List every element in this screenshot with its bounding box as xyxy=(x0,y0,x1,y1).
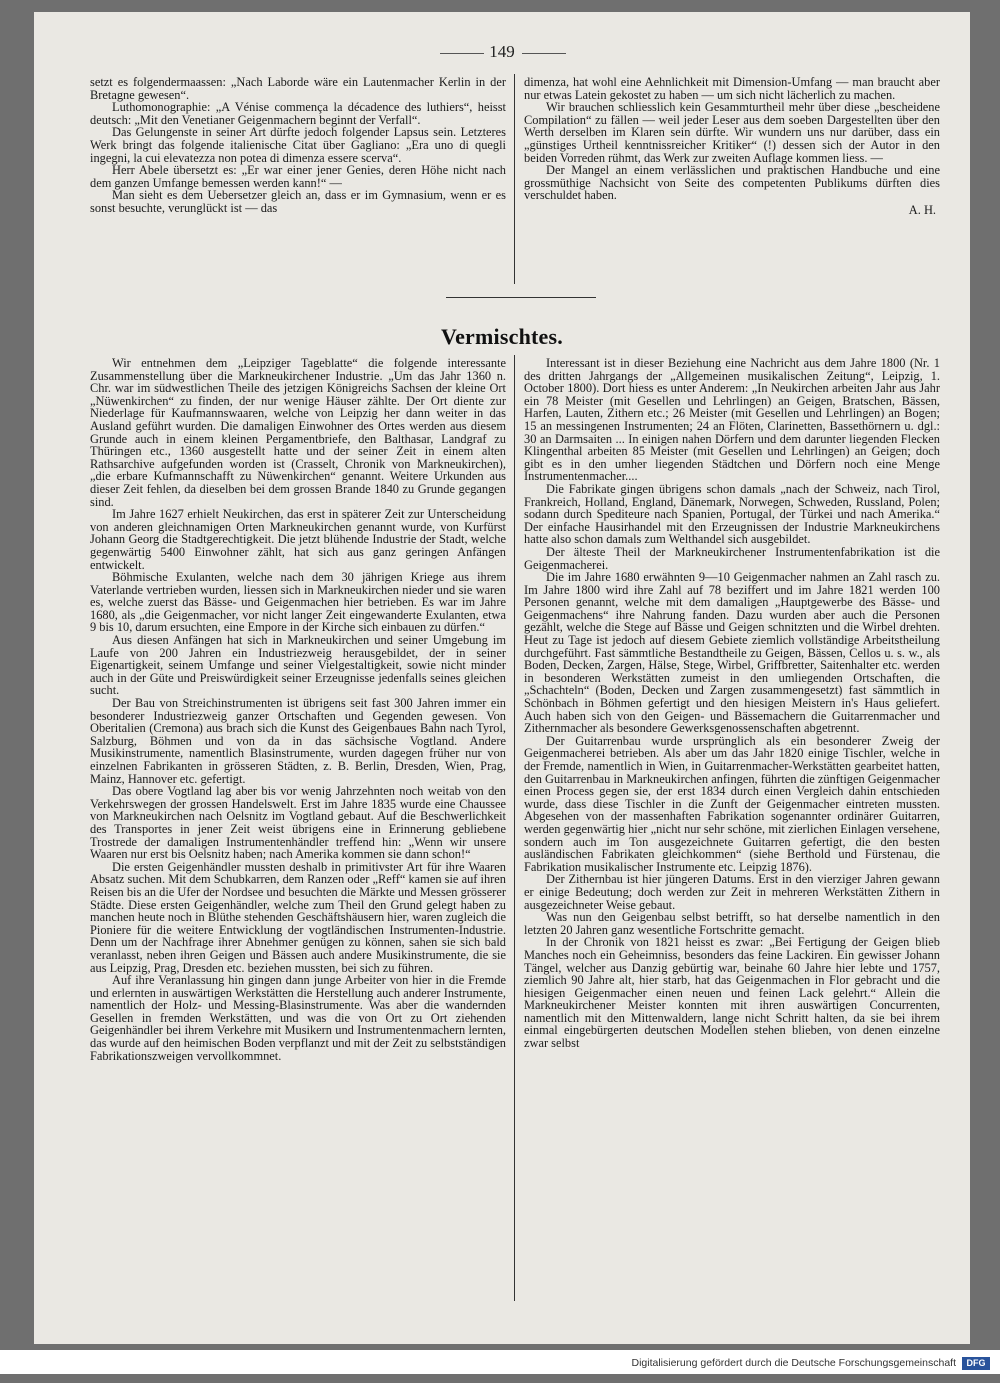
paragraph: Böhmische Exulanten, welche nach dem 30 jährigen Kriege aus ihrem Vaterlande vertrieben wurden, liessen sich in Markneukirchen nieder und sie waren es, welche zuerst das Bässe- und Geigenmachen hier betrieben. Es war im Jahre 1680, als „die Geigenmacher, vor nicht langer Zeit eingewanderte Exulanten, etwa 9 bis 10, darum ersuchten, eine Empore in der Kirche sich einbauen zu dürfen.“ xyxy=(90,570,506,635)
paragraph: In der Chronik von 1821 heisst es zwar: „Bei Fertigung der Geigen blieb Manches noch ein Geheimniss, besonders das feine Lackiren. Ein gewisser Johann Tängel, welcher aus Danzig gebürtig war, beinahe 60 Jahre hier lebte und 1757, ziemlich 90 Jahre alt, hier starb, hat das Geigenmachen in Flor gebracht und die hiesigen Geigenmacher einen neuen und feinen Lack gelehrt.“ Allein die Markneukirchener Meister konnten mit ihren auswärtigen Concurrenten, namentlich mit den Mittenwaldern, lange nicht Schritt halten, da sie bei ihrem einmal eingebürgerten deutschen Modellen stehen blieben, von denen einzelne zwar selbst xyxy=(524,935,940,1051)
paragraph: Der Mangel an einem verlässlichen und praktischen Handbuche und eine grossmüthige Nachsicht von Seite des competenten Publikums dürften dies verschuldet haben. xyxy=(524,163,940,203)
paragraph: Die im Jahre 1680 erwähnten 9—10 Geigenmacher nahmen an Zahl rasch zu. Im Jahre 1800 wird ihre Zahl auf 78 beziffert und im Jahre 1821 werden 100 Personen genannt, welche mit dem damaligen „Hauptgewerbe des Bässe- und Geigenmachens“ ihre Nahrung fanden. Dazu wurden aber auch die Personen gezählt, welche die Stege auf Bässe und Geigen schnitzten und die Wirbel drehten. Heut zu Tage ist jedoch auf diesem Gebiete ziemlich vollständige Arbeitstheilung durchgeführt. Fast sämmtliche Bestandtheile zu Geigen, Bässen, Cellos u. s. w., als Boden, Decken, Zargen, Hälse, Stege, Wirbel, Griffbretter, Saitenhalter etc. werden in besonderen Werkstätten zumeist in den umliegenden Ortschaften, die „Schachteln“ (Boden, Decken und Zargen zusammengesetzt) fast sämmtlich in Schönbach in Böhmen gefertigt und den hiesigen Meistern in's Haus geliefert. Auch haben sich von den Geigen- und Bässemachern die Guitarrenmacher und Zithernmacher als besondere Gewerksgenossenschaften abgetrennt. xyxy=(524,570,940,736)
dfg-logo-icon: DFG xyxy=(962,1357,990,1370)
paragraph: Man sieht es dem Uebersetzer gleich an, dass er im Gymnasium, wenn er es sonst besuchte, verunglückt ist — das xyxy=(90,188,506,215)
paragraph: Das obere Vogtland lag aber bis vor wenig Jahrzehnten noch weitab von den Verkehrswegen der grossen Handelswelt. Erst im Jahre 1835 wurde eine Chaussee von Markneukirchen nach Oelsnitz im Vogtland gebaut. Auf die Beschwerlichkeit des Transportes in jener Zeit weist übrigens eine in Erinnerung gebliebene Trostrede der damaligen Instrumentenhändler treffend hin: „Wenn wir unsere Waaren nur erst bis Oelsnitz haben; nach Amerika kommen sie dann schon!“ xyxy=(90,784,506,862)
column-divider-top xyxy=(514,74,515,284)
section-divider xyxy=(446,297,596,298)
scanned-page xyxy=(34,12,970,1344)
paragraph: Der Guitarrenbau wurde ursprünglich als ein besonderer Zweig der Geigenmacherei betrieben. Als aber um das Jahr 1820 einige Tischler, welche in der Fremde, namentlich in Wien, in Guitarrenmacher-Werkstätten gearbeitet hatten, den Guitarrenbau in Markneukirchen anfingen, führten die zünftigen Geigenmacher einen Process gegen sie, der erst 1834 durch einen Vergleich dahin entschieden wurde, dass diese Tischler in die Zunft der Geigenmacher eintreten mussten. Abgesehen von der massenhaften Fabrikation sogenannter ordinärer Guitarren, werden gegenwärtig hier „nicht nur sehr schöne, mit zierlichen Einlagen versehene, sondern auch im Ton ausgezeichnete Guitarren gefertigt, die den besten ausländischen Fabrikaten gleichkommen“ (siehe Berthold und Fürstenau, die Fabrikation musikalischer Instrumente etc. Leipzig 1876). xyxy=(524,733,940,874)
paragraph: Der Bau von Streichinstrumenten ist übrigens seit fast 300 Jahren immer ein besonderer Industriezweig ganzer Ortschaften und Gegenden gewesen. Von Oberitalien (Cremona) aus brach sich die Kunst des Geigenbaues Bahn nach Tyrol, Salzburg, Böhmen und von da in das sächsische Vogtland. Andere Musikinstrumente, namentlich Blasinstrumente, wurden dagegen früher nur von einzelnen Fabrikanten in grösseren Städten, z. B. Berlin, Dresden, Wien, Prag, Mainz, Hannover etc. gefertigt. xyxy=(90,696,506,786)
paragraph: Wir brauchen schliesslich kein Gesammturtheil mehr über diese „bescheidene Compilation“ zu fällen — weil jeder Leser aus dem soeben Dargestellten über den Werth derselben im Klaren sein dürfte. Wir wundern uns nur darüber, dass ein „günstiges Urtheil kenntnissreicher Kritiker“ (!) dessen sich der Autor in den beiden Vorreden rühmt, das Werk zur zweiten Auflage kommen liess. — xyxy=(524,100,940,165)
paragraph: Was nun den Geigenbau selbst betrifft, so hat derselbe namentlich in den letzten 20 Jahren ganz wesentliche Fortschritte gemacht. xyxy=(524,910,940,937)
paragraph: dimenza, hat wohl eine Aehnlichkeit mit Dimension-Umfang — man braucht aber nur etwas Latein gekostet zu haben — um sich nicht lächerlich zu machen. xyxy=(524,76,940,102)
funding-note: Digitalisierung gefördert durch die Deutsche Forschungsgemeinschaft xyxy=(631,1357,956,1369)
paragraph: Luthomonographie: „A Vénise commença la décadence des luthiers“, heisst deutsch: „Mit den Venetianer Geigenmachern beginnt der Verfall“. xyxy=(90,100,506,127)
paragraph: Im Jahre 1627 erhielt Neukirchen, das erst in späterer Zeit zur Unterscheidung von anderen gleichnamigen Orten Markneukirchen genannt wurde, von Kurfürst Johann Georg die Stadtgerechtigkeit. Die jetzt blühende Industrie der Stadt, welche gegenwärtig 5400 Einwohner zählt, hat sich aus ganz geringen Anfängen entwickelt. xyxy=(90,507,506,572)
section-title: Vermischtes. xyxy=(441,324,563,349)
paragraph: Auf ihre Veranlassung hin gingen dann junge Arbeiter von hier in die Fremde und erlernten in auswärtigen Werkstätten die Herstellung auch anderer Instrumente, namentlich der Holz- und Messing-Blasinstrumente. Was aber die wandernden Gesellen in fremden Werkstätten, und was die von Ort zu Ort ziehenden Geigenhändler bei ihrem Verkehre mit Musikern und Instrumentenmachern lernten, das wurde auf den heimischen Boden verpflanzt und mit der Zeit zu selbstständigen Fabrikationszweigen vervollkommnet. xyxy=(90,973,506,1063)
paragraph: setzt es folgendermaassen: „Nach Laborde wäre ein Lautenmacher Kerlin in der Bretagne gewesen“. xyxy=(90,76,506,102)
bottom-left-column xyxy=(90,357,506,1297)
bottom-right-column xyxy=(524,357,940,1297)
paragraph: Aus diesen Anfängen hat sich in Markneukirchen und seiner Umgebung im Laufe von 200 Jahren ein Industriezweig herausgebildet, der in seiner Eigenartigkeit, seinem Umfange und seiner Vielgestaltigkeit, sowie nicht minder auch in der Güte und Preiswürdigkeit seiner Erzeugnisse jedenfalls seines gleichen sucht. xyxy=(90,633,506,698)
paragraph: Die Fabrikate gingen übrigens schon damals „nach der Schweiz, nach Tirol, Frankreich, Holland, England, Dänemark, Norwegen, Schweden, Russland, Polen; sodann durch Spediteure nach Spanien, Portugal, der Türkei und nach Amerika.“ Der einfache Hausirhandel mit den Erzeugnissen der Industrie Markneukirchens hatte also schon damals zum Welthandel sich ausgebildet. xyxy=(524,481,940,547)
paragraph: Der Zithernbau ist hier jüngeren Datums. Erst in den vierziger Jahren gewann er einige Bedeutung; doch werden zur Zeit in mehreren Werkstätten Zithern in ausgezeichneter Weise gebaut. xyxy=(524,872,940,912)
paragraph: Interessant ist in dieser Beziehung eine Nachricht aus dem Jahre 1800 (Nr. 1 des dritten Jahrgangs der „Allgemeinen musikalischen Zeitung“, Leipzig, 1. October 1800). Dort hiess es unter Anderem: „In Neukirchen arbeiten Jahr aus Jahr ein 78 Meister (mit Gesellen und Lehrlingen) an Geigen, Bratschen, Bässen, Harfen, Lauten, Zithern etc.; 26 Meister (mit Gesellen und Lehrlingen) an Bogen; 15 an messingenen Instrumenten; 24 an Flöten, Clarinetten, Bassethörnern u. dgl.: 30 an Darmsaiten ... In einigen nahen Dörfern und dem darunter liegenden Flecken Klingenthal arbeiten 85 Meister (mit Gesellen und Lehrlingen) an Geigen; doch gibt es in den umher liegenden Städtchen und Dörfern noch eine Menge Instrumentenmacher.... xyxy=(524,357,940,484)
column-divider-bottom xyxy=(514,355,515,1301)
paragraph: Wir entnehmen dem „Leipziger Tageblatte“ die folgende interessante Zusammenstellung über die Markneukirchener Industrie. „Um das Jahr 1360 n. Chr. war im südwestlichen Theile des jetzigen Königreichs Sachsen der kleine Ort „Nüwenkirchen“ zu finden, der nur wenige Häuser zählte. Der Ort diente zur Niederlage für Kaufmannswaaren, welche von Leipzig her dann weiter in das Ausland geführt wurden. Die damaligen Einwohner des Ortes werden aus diesem Grunde auch in einem kleinen Pergamentbriefe, den Balthasar, Landgraf zu Thüringen etc., 1360 ausgestellt hatte und der seiner Zeit in einem alten Rathsarchive aufgefunden worden ist (Crasselt, Chronik von Markneukirchen), „die erbare Kufmannschafft zu Nüwenkirchen“ genannt. Weitere Urkunden aus dieser Zeit fehlen, da dieselben bei dem grossen Brande 1840 zu Grunde gegangen sind. xyxy=(90,357,506,509)
author-signature: A. H. xyxy=(908,202,936,217)
paragraph: Herr Abele übersetzt es: „Er war einer jener Genies, deren Höhe nicht nach dem ganzen Umfange bemessen werden kann!“ — xyxy=(90,163,506,190)
paragraph: Der älteste Theil der Markneukirchener Instrumentenfabrikation ist die Geigenmacherei. xyxy=(524,544,940,572)
paragraph: Die ersten Geigenhändler mussten deshalb in primitivster Art für ihre Waaren Absatz suchen. Mit dem Schubkarren, dem Ranzen oder „Reff“ kamen sie auf ihren Reisen bis an die Ufer der Nordsee und besuchten die Märkte und Messen grösserer Städte. Diese ersten Geigenhändler, welche zum Theil den Grund gelegt haben zu manchen heute noch in Blüthe stehenden Geschäftshäusern hier, waren zugleich die Pioniere für die weitere Entwicklung der vogtländischen Instrumenten-Industrie. Denn um der Nachfrage ihrer Abnehmer genügen zu können, sahen sie sich bald veranlasst, neben ihren Geigen und Bässen auch andere Musikinstrumente, die sie aus Leipzig, Prag, Dresden etc. beziehen mussten, bei sich zu führen. xyxy=(90,859,506,975)
top-left-column xyxy=(90,76,506,282)
paragraph: Das Gelungenste in seiner Art dürfte jedoch folgender Lapsus sein. Letzteres Werk bringt das folgende italienische Citat über Gagliano: „Era uno di quegli ingegni, la cui elevatezza non potea di dimenza essere scerva“. xyxy=(90,125,506,165)
top-right-column xyxy=(524,76,940,282)
page-number: 149 xyxy=(489,42,515,61)
page-number-rule-right xyxy=(522,53,566,54)
